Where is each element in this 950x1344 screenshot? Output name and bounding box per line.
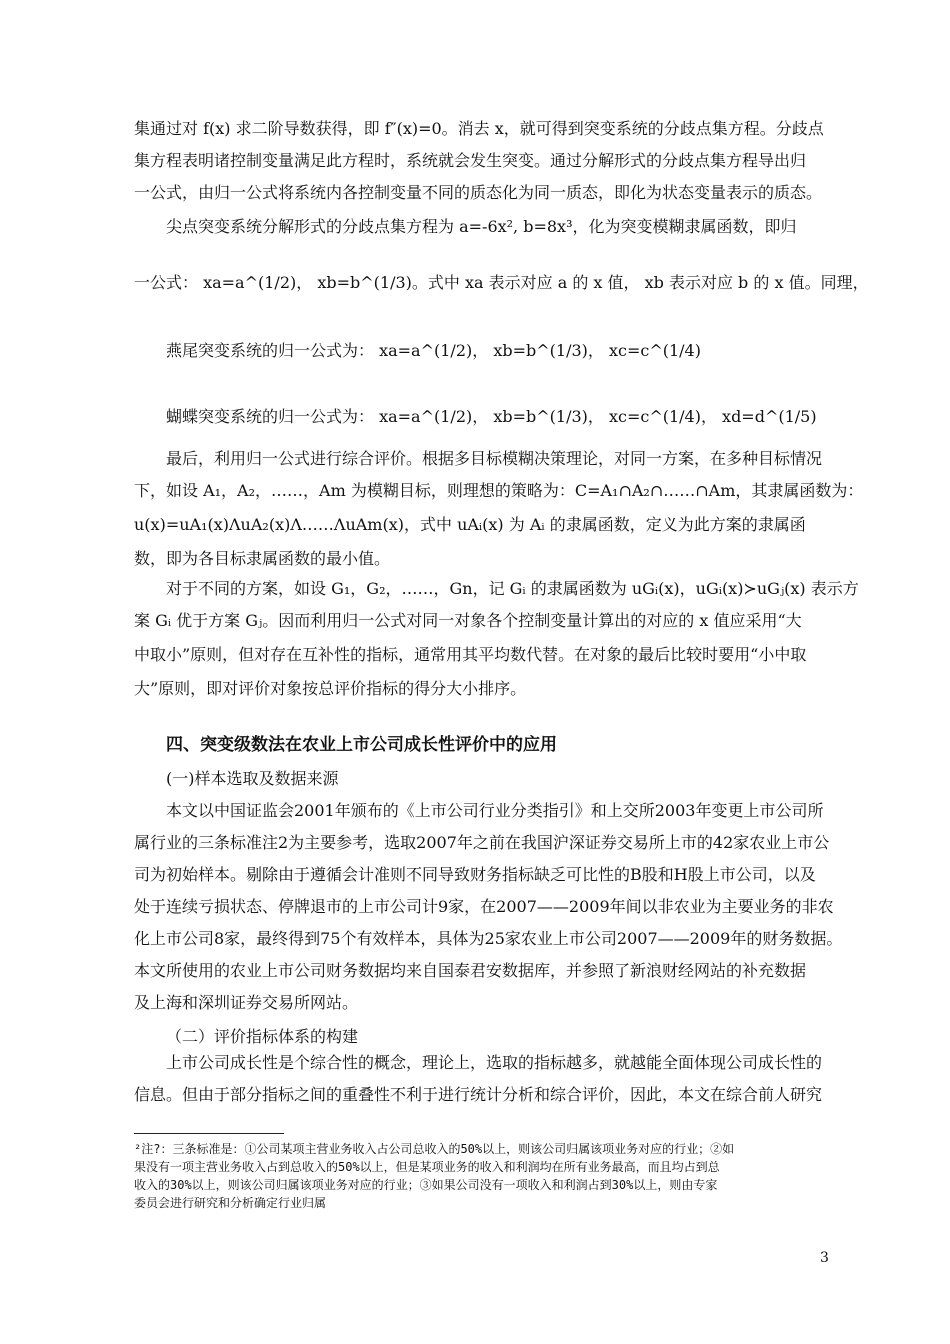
paragraph-line: 集方程表明诸控制变量满足此方程时，系统就会发生突变。通过分解形式的分歧点集方程导出归 — [134, 151, 807, 170]
paragraph-line: 及上海和深圳证券交易所网站。 — [134, 993, 359, 1012]
paragraph-line: 大”原则，即对评价对象按总评价指标的得分大小排序。 — [134, 679, 527, 698]
paragraph-line: 一公式，由归一公式将系统内各控制变量不同的质态化为同一质态，即化为状态变量表示的质态。 — [134, 183, 823, 202]
paragraph-line: 本文以中国证监会2001年颁布的《上市公司行业分类指引》和上交所2003年变更上市公司所 — [166, 801, 824, 820]
paragraph-line: 案 Gᵢ 优于方案 Gⱼ。因而利用归一公式对同一对象各个控制变量计算出的对应的 x 值应采用“大 — [134, 611, 802, 630]
paragraph-line: 上市公司成长性是个综合性的概念，理论上，选取的指标越多，就越能全面体现公司成长性的 — [166, 1053, 823, 1072]
paragraph-line: 下，如设 A₁，A₂，……，Am 为模糊目标，则理想的策略为：C=A₁∩A₂∩……∩Am，其隶属函数为： — [134, 481, 864, 500]
formula-line: 蝴蝶突变系统的归一公式为： xa=a^(1/2)， xb=b^(1/3)， xc=c^(1/4)， xd=d^(1/5) — [166, 407, 817, 426]
subsection-heading: （二）评价指标体系的构建 — [166, 1027, 359, 1046]
footnote-line: 委员会进行研究和分析确定行业归属 — [134, 1196, 327, 1210]
paragraph-line: 数，即为各目标隶属函数的最小值。 — [134, 549, 391, 568]
footnote-divider — [134, 1133, 284, 1134]
footnote-line: 收入的30%以上，则该公司归属该项业务对应的行业；③如果公司没有一项收入和利润占到30%以上，则由专家 — [134, 1178, 718, 1192]
formula-line: 一公式： xa=a^(1/2)， xb=b^(1/3)。式中 xa 表示对应 a 的 x 值， xb 表示对应 b 的 x 值。同理， — [134, 273, 869, 292]
formula-line: u(x)=uA₁(x)ΛuA₂(x)Λ……ΛuAm(x)，式中 uAᵢ(x) 为 Aᵢ 的隶属函数，定义为此方案的隶属函 — [134, 515, 806, 534]
paragraph-line: 属行业的三条标准注2为主要参考，选取2007年之前在我国沪深证券交易所上市的42家农业上市公 — [134, 833, 830, 852]
paragraph-line: 化上市公司8家，最终得到75个有效样本，具体为25家农业上市公司2007——2009年的财务数据。 — [134, 929, 843, 948]
footnote-line: ²注?：三条标准是：①公司某项主营业务收入占公司总收入的50%以上，则该公司归属该项业务对应的行业；②如 — [134, 1142, 735, 1156]
paragraph-line: 尖点突变系统分解形式的分歧点集方程为 a=-6x², b=8x³，化为突变模糊隶属函数，即归 — [166, 217, 797, 236]
paragraph-line: 司为初始样本。剔除由于遵循会计准则不同导致财务指标缺乏可比性的B股和H股上市公司，以及 — [134, 865, 816, 884]
section-heading: 四、突变级数法在农业上市公司成长性评价中的应用 — [166, 735, 557, 755]
paragraph-line: 信息。但由于部分指标之间的重叠性不利于进行统计分析和综合评价，因此，本文在综合前人研究 — [134, 1085, 823, 1104]
subsection-heading: (一)样本选取及数据来源 — [166, 769, 339, 788]
formula-line: 燕尾突变系统的归一公式为： xa=a^(1/2)， xb=b^(1/3)， xc=c^(1/4) — [166, 341, 701, 360]
paragraph-line: 处于连续亏损状态、停牌退市的上市公司计9家，在2007——2009年间以非农业为主要业务的非农 — [134, 897, 834, 916]
footnote-line: 果没有一项主营业务收入占到总收入的50%以上，但是某项业务的收入和利润均在所有业务最高，而且均占到总 — [134, 1160, 720, 1174]
paragraph-line: 集通过对 f(x) 求二阶导数获得，即 f″(x)=0。消去 x，就可得到突变系统的分歧点集方程。分歧点 — [134, 119, 824, 138]
page-number: 3 — [820, 1250, 829, 1266]
paragraph-line: 对于不同的方案，如设 G₁，G₂，……，Gn，记 Gᵢ 的隶属函数为 uGᵢ(x)，uGᵢ(x)≻uGⱼ(x) 表示方 — [166, 579, 859, 598]
paragraph-line: 最后，利用归一公式进行综合评价。根据多目标模糊决策理论，对同一方案，在多种目标情况 — [166, 449, 823, 468]
paragraph-line: 中取小”原则，但对存在互补性的指标，通常用其平均数代替。在对象的最后比较时要用“小中取 — [134, 645, 807, 664]
paragraph-line: 本文所使用的农业上市公司财务数据均来自国泰君安数据库，并参照了新浪财经网站的补充数据 — [134, 961, 807, 980]
